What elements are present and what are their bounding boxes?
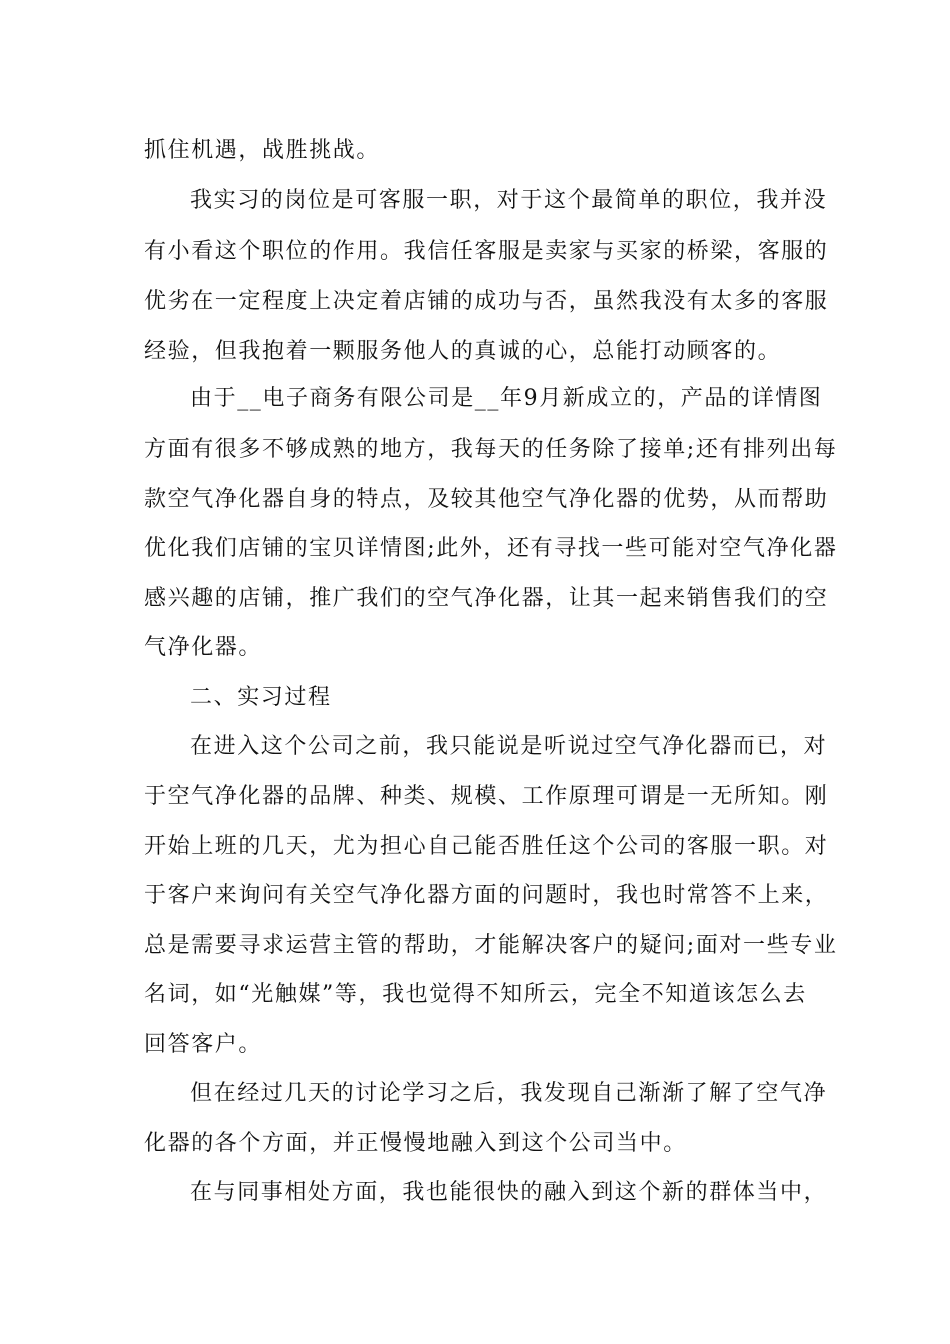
text-line-14: 于空气净化器的品牌、种类、规模、工作原理可谓是一无所知。刚 [144, 784, 829, 809]
text-line-13: 在进入这个公司之前，我只能说是听说过空气净化器而已，对 [190, 734, 828, 759]
text-line-16: 于客户来询问有关空气净化器方面的问题时，我也时常答不上来， [144, 883, 829, 908]
text-line-4: 优劣在一定程度上决定着店铺的成功与否，虽然我没有太多的客服 [144, 289, 829, 314]
text-line-5: 经验，但我抱着一颗服务他人的真诚的心，总能打动顾客的。 [144, 339, 782, 364]
text-line-19: 回答客户。 [144, 1032, 263, 1057]
text-line-17: 总是需要寻求运营主管的帮助，才能解决客户的疑问;面对一些专业 [144, 933, 838, 958]
text-line-7: 方面有很多不够成熟的地方，我每天的任务除了接单;还有排列出每 [144, 437, 838, 462]
text-line-2: 我实习的岗位是可客服一职，对于这个最简单的职位，我并没 [190, 188, 828, 213]
text-line-9: 优化我们店铺的宝贝详情图;此外，还有寻找一些可能对空气净化器 [144, 536, 838, 561]
text-line-6: 由于__电子商务有限公司是__年9月新成立的，产品的详情图 [190, 386, 823, 411]
text-line-20: 但在经过几天的讨论学习之后，我发现自己渐渐了解了空气净 [190, 1081, 828, 1106]
text-line-8: 款空气净化器自身的特点，及较其他空气净化器的优势，从而帮助 [144, 487, 829, 512]
text-line-1: 抓住机遇，战胜挑战。 [144, 138, 381, 163]
text-line-3: 有小看这个职位的作用。我信任客服是卖家与买家的桥梁，客服的 [144, 239, 829, 264]
text-line-10: 感兴趣的店铺，推广我们的空气净化器，让其一起来销售我们的空 [144, 586, 829, 611]
text-line-18: 名词，如“光触媒”等，我也觉得不知所云，完全不知道该怎么去 [144, 982, 807, 1007]
text-line-22: 在与同事相处方面，我也能很快的融入到这个新的群体当中， [190, 1180, 828, 1205]
text-line-15: 开始上班的几天，尤为担心自己能否胜任这个公司的客服一职。对 [144, 834, 829, 859]
text-line-11: 气净化器。 [144, 635, 263, 660]
text-line-21: 化器的各个方面，并正慢慢地融入到这个公司当中。 [144, 1131, 687, 1156]
section-heading: 二、实习过程 [190, 685, 332, 710]
